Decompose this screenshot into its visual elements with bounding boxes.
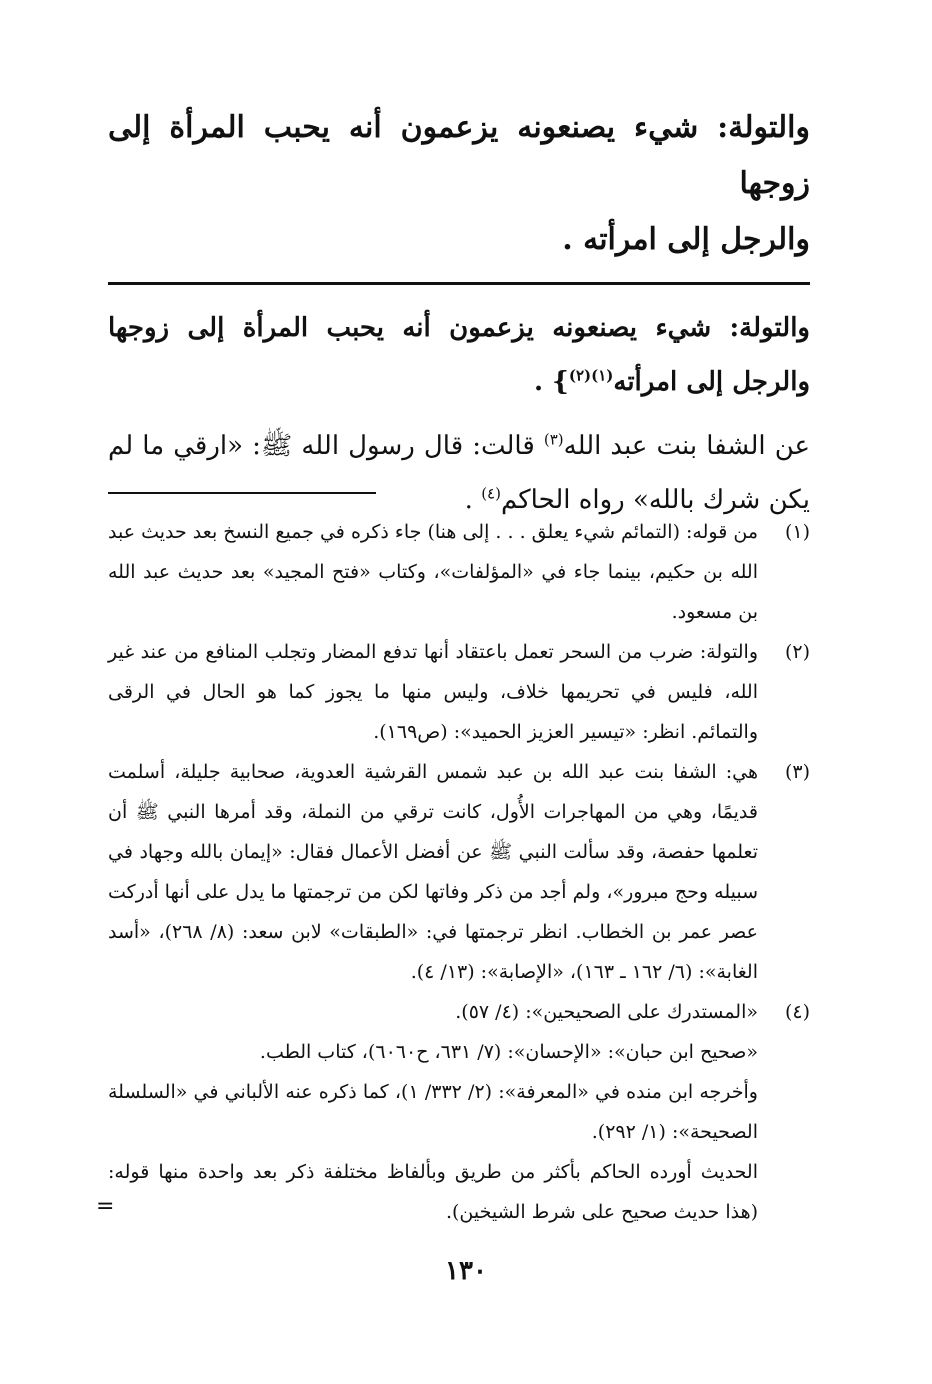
footnote-3 [108,752,810,992]
footnote-text: هي: الشفا بنت عبد الله بن عبد شمس القرشية العدوية، صحابية جليلة، أسلمت قديمًا، وهي من المهاجرات الأُول، كانت ترقي من النملة، وقد أمرها النبي ﷺ أن تعلمها حفصة، وقد سألت النبي ﷺ عن أفضل الأعمال فقال: «إيمان بالله وجهاد في سبيله وحج مبرور»، ولم أجد من ذكر وفاتها لكن من ترجمتها ما يدل على أنها أدركت عصر عمر بن الخطاب. انظر ترجمتها في: «الطبقات» لابن سعد: (٨/ ٢٦٨)، «أسد الغابة»: (٦/ ١٦٢ ـ ١٦٣)، «الإصابة»: (١٣/ ٤). [108,761,758,983]
footnote-number: (٤) [784,1001,810,1023]
matn-divider [108,282,810,285]
matn-text [108,100,810,268]
matn-line-1: والتولة: شيء يصنعونه يزعمون أنه يحبب المرأة إلى زوجها [108,110,810,201]
footnote-body [108,632,758,752]
continuation-mark: = [96,1194,115,1219]
hadith-paragraph [108,419,810,527]
sharh-quote-text: والتولة: شيء يصنعونه يزعمون أنه يحبب المرأة إلى زوجها والرجل إلى امرأته [108,313,810,397]
footnote-ref-4[interactable]: (٤) [481,484,501,503]
footnote-4 [108,992,810,1232]
footnote-body [108,752,758,992]
footnote-text: من قوله: (التمائم شيء يعلق . . . إلى هنا) جاء ذكره في جميع النسخ بعد حديث عبد الله بن حكيم، بينما جاء في «المؤلفات»، وكتاب «فتح المجيد» بعد حديث عبد الله بن مسعود. [108,521,758,623]
footnotes [108,512,810,1232]
page-number: ١٣٠ [445,1256,487,1286]
footnote-2 [108,632,810,752]
matn-line-2: والرجل إلى امرأته . [562,222,810,257]
footnote-text: «صحيح ابن حبان»: «الإحسان»: (٧/ ٦٣١، ح٦٠٦٠)، كتاب الطب. [259,1041,758,1063]
footnote-body [108,512,758,632]
footnote-text: والتولة: ضرب من السحر تعمل باعتقاد أنها تدفع المضار وتجلب المنافع من عند غير الله، فليس في تحريمها خلاف، وليس منها ما يجوز كما هو الحال في الرقى والتمائم. انظر: «تيسير العزيز الحميد»: (ص١٦٩). [108,641,758,743]
footnote-separator [108,492,376,494]
footnote-text: «المستدرك على الصحيحين»: (٤/ ٥٧). [455,1001,758,1023]
page-body [108,100,810,1360]
footnote-number: (٢) [784,641,810,663]
footnote-number: (١) [784,521,810,543]
footnote-number: (٣) [784,761,810,783]
sharh-quote-end: } . [534,367,569,397]
footnote-text: وأخرجه ابن منده في «المعرفة»: (٢/ ٣٣٢/ ١)، كما ذكره عنه الألباني في «السلسلة الصحيحة»: (١/ ٢٩٢). [108,1081,758,1143]
footnote-ref-1-2[interactable]: (١)(٢) [568,366,614,385]
sharh-quote [108,301,810,409]
footnote-1 [108,512,810,632]
footnote-body [108,992,758,1232]
footnote-text: الحديث أورده الحاكم بأكثر من طريق وبألفاظ مختلفة ذكر بعد واحدة منها قوله: (هذا حديث صحيح على شرط الشيخين). [108,1161,758,1223]
hadith-text-a: عن الشفا بنت عبد الله [563,431,811,461]
hadith-text-end: . [464,485,482,515]
footnote-ref-3[interactable]: (٣) [543,430,564,449]
hadith-text-b: قالت: قال رسول الله ﷺ: «ارقي ما لم يكن شرك بالله» رواه الحاكم [108,431,810,515]
